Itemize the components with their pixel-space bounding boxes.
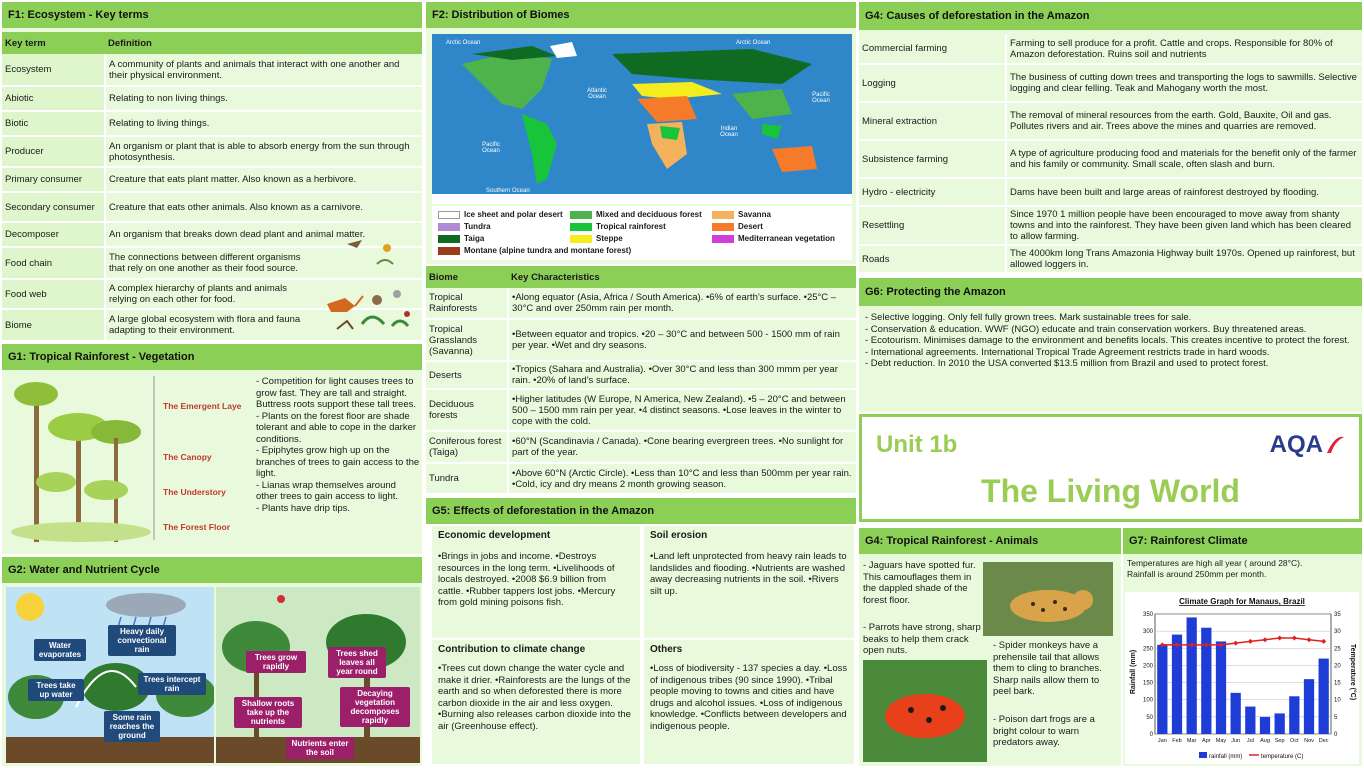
cause-desc: The removal of mineral resources from the earth. Gold, Bauxite, Oil and gas. Pollutes rivers and air. Trees above the mines and quarries are removed.	[1006, 102, 1362, 140]
y-tick-label: 0	[1149, 732, 1153, 738]
legend-swatch	[570, 235, 592, 243]
legend-item	[438, 246, 631, 255]
map-label-southern: Southern Ocean	[486, 188, 530, 194]
x-tick-label: Aug	[1260, 738, 1270, 744]
legend-item	[570, 222, 666, 231]
f1-key-terms-panel	[2, 2, 422, 342]
term: Food web	[2, 279, 105, 309]
table-row	[859, 245, 1362, 272]
water-label: Water evaporates	[34, 639, 86, 661]
g2-title: G2: Water and Nutrient Cycle	[2, 557, 422, 583]
x-tick-label: Oct	[1290, 738, 1299, 744]
chart-legend	[1199, 752, 1303, 760]
x-tick-label: Nov	[1304, 738, 1314, 744]
table-row	[426, 361, 856, 389]
g4-animals-title: G4: Tropical Rainforest - Animals	[859, 528, 1121, 554]
layer-emergent: The Emergent Laye	[163, 401, 242, 411]
unit-label: Unit 1b	[876, 431, 958, 458]
cause-name: Roads	[859, 245, 1006, 272]
legend-swatch	[712, 223, 734, 231]
water-label: Heavy daily convectional rain	[108, 625, 176, 656]
definition: Creature that eats plant matter. Also known as a herbivore.	[105, 167, 422, 192]
g6-title: G6: Protecting the Amazon	[859, 278, 1362, 306]
economic-text: •Brings in jobs and income. •Destroys resources in the long term. •Livelihoods of locals destroyed. •2008 $6.9 billion from cattle. •Rubber tappers lost jobs. •Mercury from gold mining poisons fish.	[438, 551, 616, 608]
term: Biotic	[2, 111, 105, 136]
rainfall-bar	[1275, 713, 1285, 734]
biome-desc: •Tropics (Sahara and Australia). •Over 30°C and less than 300 mmm per year rain. •20% of land’s surface.	[508, 361, 856, 389]
legend-label: Ice sheet and polar desert	[464, 210, 563, 219]
biome-desc: •Higher latitudes (W Europe, N America, New Zealand). •5 – 20°C and between 500 – 1500 mm rain per year. •4 distinct seasons. •Lose leaves in the winter to cope with the cold.	[508, 389, 856, 431]
g1-title: G1: Tropical Rainforest - Vegetation	[2, 344, 422, 370]
legend-swatch	[570, 211, 592, 219]
y-axis-label: Rainfall (mm)	[1130, 649, 1137, 695]
protect-point: - Ecotourism. Minimises damage to the environment and benefits locals. This creates incentive to protect the forest.	[865, 335, 1350, 346]
biome-name: Deserts	[426, 361, 508, 389]
g7-title: G7: Rainforest Climate	[1123, 528, 1362, 554]
climate-graph-svg	[1125, 592, 1359, 764]
term: Abiotic	[2, 86, 105, 111]
legend-item	[712, 234, 835, 243]
chart-title: Climate Graph for Manaus, Brazil	[1179, 597, 1305, 606]
biome-name: Coniferous forest (Taiga)	[426, 431, 508, 463]
climate-graph	[1125, 592, 1359, 764]
legend-label: Steppe	[596, 234, 623, 243]
rainfall-bar	[1231, 693, 1241, 734]
term: Biome	[2, 309, 105, 341]
f2-biomes-panel	[426, 2, 856, 264]
causes-table	[859, 34, 1362, 272]
vegetation-point: - Plants have drip tips.	[256, 502, 350, 514]
water-label: Some rain reaches the ground	[104, 711, 160, 742]
rainfall-bar	[1289, 696, 1299, 734]
cause-desc: Farming to sell produce for a profit. Cattle and crops. Responsible for 80% of Amazon deforestation. Ruins soil and nutrients	[1006, 34, 1362, 64]
legend-label: Montane (alpine tundra and montane forest)	[464, 246, 632, 255]
table-row	[859, 140, 1362, 178]
y2-tick-label: 25	[1334, 646, 1341, 653]
definition: Relating to living things.	[105, 111, 422, 136]
term: Food chain	[2, 247, 105, 279]
table-row	[859, 178, 1362, 206]
vegetation-point: - Lianas wrap themselves around other trees to gain access to light.	[256, 479, 399, 502]
y-tick-label: 350	[1142, 612, 1153, 618]
aqa-logo-text: AQA	[1269, 431, 1323, 458]
definition: Relating to non living things.	[105, 86, 422, 111]
y-tick-label: 150	[1142, 680, 1153, 687]
legend-item	[438, 210, 563, 219]
table-row	[426, 319, 856, 361]
nutrient-label: Trees shed leaves all year round	[328, 647, 386, 678]
cause-desc: Dams have been built and large areas of rainforest destroyed by flooding.	[1006, 178, 1362, 206]
definition: A community of plants and animals that interact with one another and their physical environment.	[105, 54, 422, 86]
economic-development-cell	[432, 526, 640, 638]
legend-swatch	[438, 235, 460, 243]
map-label-arctic-right: Arctic Ocean	[736, 40, 771, 46]
legend-rain-swatch	[1199, 752, 1207, 758]
legend-item	[712, 210, 771, 219]
table-row	[2, 167, 422, 192]
legend-label: Mixed and deciduous forest	[596, 210, 702, 219]
y2-tick-label: 30	[1334, 629, 1341, 636]
rainfall-bar	[1245, 707, 1255, 734]
rainfall-bar	[1187, 617, 1197, 734]
y-tick-label: 250	[1142, 646, 1153, 653]
rainfall-bar	[1260, 717, 1270, 734]
cause-name: Mineral extraction	[859, 102, 1006, 140]
cause-desc: The business of cutting down trees and transporting the logs to sawmills. Selective logging and clear felling. Teak and Mahogany worth the most.	[1006, 64, 1362, 102]
biome-desc: •Along equator (Asia, Africa / South America). •6% of earth’s surface. •25°C – 30°C and over 250mm rain per month.	[508, 288, 856, 319]
soil-text: •Land left unprotected from heavy rain leads to landslides and flooding. •Nutrients are washed away decreasing nutrients in the soil. •Rivers silt up.	[650, 551, 847, 597]
term: Producer	[2, 136, 105, 167]
g7-climate-panel	[1123, 528, 1362, 766]
water-label: Trees intercept rain	[138, 673, 206, 695]
legend-temp-label: temperature (C)	[1261, 754, 1304, 760]
unit-title: The Living World	[981, 473, 1240, 509]
table-row	[426, 389, 856, 431]
table-row	[426, 288, 856, 319]
f1-title: F1: Ecosystem - Key terms	[2, 2, 422, 28]
legend-item	[438, 234, 484, 243]
layer-canopy: The Canopy	[163, 452, 212, 462]
rainfall-bar	[1216, 641, 1226, 734]
y-tick-label: 300	[1142, 629, 1153, 636]
jaguar-image	[983, 562, 1113, 636]
legend-item	[712, 222, 763, 231]
table-row	[426, 431, 856, 463]
table-row	[859, 64, 1362, 102]
term: Decomposer	[2, 222, 105, 247]
definition: An organism or plant that is able to absorb energy from the sun through photosynthesis.	[105, 136, 422, 167]
table-row	[859, 34, 1362, 64]
legend-label: Tundra	[464, 222, 491, 231]
characteristics-header: Key Characteristics	[508, 266, 856, 288]
g1-vegetation-panel	[2, 344, 422, 554]
legend-swatch	[438, 247, 460, 255]
vegetation-points	[256, 376, 420, 514]
y2-tick-label: 10	[1334, 697, 1341, 704]
layer-understory: The Understory	[163, 487, 226, 497]
table-row	[426, 463, 856, 494]
x-tick-label: Jun	[1231, 738, 1241, 744]
x-tick-label: Jul	[1246, 738, 1254, 744]
g5-title: G5: Effects of deforestation in the Amazon	[426, 498, 856, 524]
biome-characteristics-panel	[426, 266, 856, 494]
legend-swatch	[438, 223, 460, 231]
definition: A large global ecosystem with flora and fauna adapting to their environment.	[105, 309, 422, 341]
cause-name: Resettling	[859, 206, 1006, 245]
climate-temp-text: Temperatures are high all year ( around 28°C).	[1127, 558, 1303, 568]
others-text: •Loss of biodiversity - 137 species a day. •Loss of indigenous tribes (90 since 1990). •Tribal people moving to towns and cities and have drugs and alcohol issues. •Loss of indigenous knowledge. •Conflicts between developers and indigenous people.	[650, 663, 848, 732]
protecting-points	[859, 306, 1362, 370]
table-row	[859, 102, 1362, 140]
table-header-row	[426, 266, 856, 288]
legend-swatch	[438, 211, 460, 219]
g2-water-nutrient-panel	[2, 557, 422, 766]
others-heading: Others	[650, 644, 683, 655]
climate-change-cell	[432, 640, 640, 764]
legend-rain-label: rainfall (mm)	[1209, 754, 1243, 760]
map-label-pacific-left: Pacific Ocean	[482, 142, 500, 154]
g5-effects-panel	[426, 498, 856, 766]
g4-causes-title: G4: Causes of deforestation in the Amazon	[859, 2, 1362, 30]
biome-desc: •60°N (Scandinavia / Canada). •Cone bearing evergreen trees. •No sunlight for part of the year.	[508, 431, 856, 463]
y2-tick-label: 35	[1334, 612, 1341, 618]
nutrient-label: Trees grow rapidly	[246, 651, 306, 673]
y2-tick-label: 20	[1334, 663, 1341, 670]
food-web-illustration	[307, 234, 419, 340]
climate-text: •Trees cut down change the water cycle and make it drier. •Rainforests are the lungs of the earth and so when deforested there is more carbon dioxide in the air and less oxygen. •Burning also releases carbon dioxide into the air (Greenhouse effect).	[438, 663, 631, 732]
rainforest-layers-illustration	[6, 372, 156, 548]
map-label-arctic-left: Arctic Ocean	[446, 40, 481, 46]
table-header-row	[2, 32, 422, 54]
x-tick-label: Sep	[1274, 738, 1285, 744]
table-row	[2, 86, 422, 111]
protect-point: - Selective logging. Only fell fully grown trees. Mark sustainable trees for sale.	[865, 312, 1192, 323]
term: Secondary consumer	[2, 192, 105, 222]
x-tick-label: Feb	[1172, 738, 1182, 744]
legend-swatch	[570, 223, 592, 231]
legend-label: Mediterranean vegetation	[738, 234, 835, 243]
biome-desc: •Between equator and tropics. •20 – 30°C and between 500 - 1500 mm of rain per year. •Wet and dry seasons.	[508, 319, 856, 361]
table-row	[2, 111, 422, 136]
aqa-logo	[1270, 431, 1345, 459]
definition: An organism that breaks down dead plant and animal matter.	[105, 222, 422, 247]
nutrient-label: Shallow roots take up the nutrients	[234, 697, 302, 728]
map-label-indian: Indian Ocean	[720, 126, 738, 138]
cause-name: Commercial farming	[859, 34, 1006, 64]
climate-heading: Contribution to climate change	[438, 644, 586, 655]
protect-point: - Debt reduction. In 2010 the USA converted $13.5 million from Brazil and used to protect forest.	[865, 358, 1269, 369]
protect-point: - International agreements. International Tropical Trade Agreement restricts trade in hard woods.	[865, 346, 1270, 358]
others-cell	[644, 640, 854, 764]
nutrient-label: Nutrients enter the soil	[286, 737, 354, 759]
legend-item	[570, 234, 623, 243]
y-tick-label: 200	[1142, 663, 1153, 670]
table-row	[2, 136, 422, 167]
legend-swatch	[712, 211, 734, 219]
definition: The connections between different organisms that rely on one another as their food source.	[105, 247, 422, 279]
unit-banner	[859, 414, 1362, 522]
term: Ecosystem	[2, 54, 105, 86]
vegetation-point: - Plants on the forest floor are shade tolerant and able to cope in the darker conditions.	[256, 410, 417, 445]
y2-tick-label: 0	[1334, 732, 1338, 738]
biome-table	[426, 266, 856, 494]
key-term-header: Key term	[2, 32, 105, 54]
table-row	[859, 206, 1362, 245]
protect-point: - Conservation & education. WWF (NGO) educate and train conservation workers. Buy threatened areas.	[865, 323, 1307, 335]
world-biome-map	[432, 34, 852, 204]
cause-name: Subsistence farming	[859, 140, 1006, 178]
animal-point: - Spider monkeys have a prehensile tail that allows them to cling to branches. Sharp nails allow them to peel bark.	[993, 640, 1102, 697]
biome-name: Tropical Grasslands (Savanna)	[426, 319, 508, 361]
poison-dart-frog-image	[863, 660, 987, 762]
biome-name: Tropical Rainforests	[426, 288, 508, 319]
cause-desc: Since 1970 1 million people have been encouraged to move away from shanty towns and into the rainforest. They have been given land which has been cleared to allow farming.	[1006, 206, 1362, 245]
cause-desc: A type of agriculture producing food and materials for the benefit only of the farmer and his family or community. Small scale, often slash and burn.	[1006, 140, 1362, 178]
soil-erosion-cell	[644, 526, 854, 638]
x-tick-label: Apr	[1202, 738, 1211, 744]
vegetation-point: - Epiphytes grow high up on the branches of trees to gain access to the light.	[256, 445, 420, 479]
animal-point: - Poison dart frogs are a bright colour to warn predators away.	[993, 714, 1095, 748]
legend-label: Savanna	[738, 210, 771, 219]
y-tick-label: 100	[1142, 697, 1153, 704]
climate-rain-text: Rainfall is around 250mm per month.	[1127, 569, 1267, 579]
term: Primary consumer	[2, 167, 105, 192]
economic-heading: Economic development	[438, 530, 551, 541]
x-tick-label: May	[1215, 738, 1227, 744]
water-label: Trees take up water	[28, 679, 84, 701]
soil-heading: Soil erosion	[650, 530, 708, 541]
y2-tick-label: 15	[1334, 680, 1341, 687]
legend-swatch	[712, 235, 734, 243]
aqa-swoosh-icon	[1325, 435, 1345, 455]
g4-animals-panel	[859, 528, 1121, 766]
x-tick-label: Dec	[1318, 738, 1329, 744]
g4-causes-panel	[859, 2, 1362, 272]
legend-item	[570, 210, 702, 219]
x-tick-label: Mar	[1186, 738, 1197, 744]
cause-name: Logging	[859, 64, 1006, 102]
table-row	[2, 192, 422, 222]
y2-axis-label: Temperature (°C)	[1349, 643, 1356, 701]
rainfall-bar	[1319, 659, 1329, 734]
vegetation-point: - Competition for light causes trees to grow fast. They are tall and straight. Buttress roots support these tall trees.	[256, 376, 416, 410]
cause-name: Hydro - electricity	[859, 178, 1006, 206]
rainfall-bar	[1304, 679, 1314, 734]
nutrient-label: Decaying vegetation decomposes rapidly	[340, 687, 410, 727]
legend-label: Taiga	[464, 234, 485, 243]
biome-header: Biome	[426, 266, 508, 288]
y-tick-label: 50	[1146, 714, 1153, 721]
legend-label: Tropical rainforest	[596, 222, 666, 231]
definition: A complex hierarchy of plants and animals relying on each other for food.	[105, 279, 422, 309]
animal-point: - Parrots have strong, sharp beaks to help them crack open nuts.	[863, 622, 981, 656]
x-tick-label: Jan	[1157, 738, 1167, 744]
definition: Creature that eats other animals. Also known as a carnivore.	[105, 192, 422, 222]
biome-name: Tundra	[426, 463, 508, 494]
legend-label: Desert	[738, 222, 763, 231]
y2-tick-label: 5	[1334, 714, 1338, 721]
legend-item	[438, 222, 491, 231]
f2-title: F2: Distribution of Biomes	[426, 2, 856, 28]
table-row	[2, 54, 422, 86]
layer-forest-floor: The Forest Floor	[163, 522, 231, 532]
rainfall-bar	[1172, 635, 1182, 734]
g6-protecting-panel	[859, 278, 1362, 412]
biome-name: Deciduous forests	[426, 389, 508, 431]
definition-header: Definition	[105, 32, 422, 54]
animal-point: - Jaguars have spotted fur. This camouflages them in the dappled shade of the forest floor.	[863, 560, 976, 606]
cause-desc: The 4000km long Trans Amazonia Highway built 1970s. Opened up rainforest, but allowed loggers in.	[1006, 245, 1362, 272]
map-label-pacific-right: Pacific Ocean	[812, 92, 830, 104]
rainfall-bar	[1157, 645, 1167, 734]
biome-desc: •Above 60°N (Arctic Circle). •Less than 10°C and less than 500mm per year rain. •Cold, icy and dry means 2 month growing season.	[508, 463, 856, 494]
map-legend	[432, 206, 852, 260]
map-label-atlantic: Atlantic Ocean	[587, 88, 607, 100]
